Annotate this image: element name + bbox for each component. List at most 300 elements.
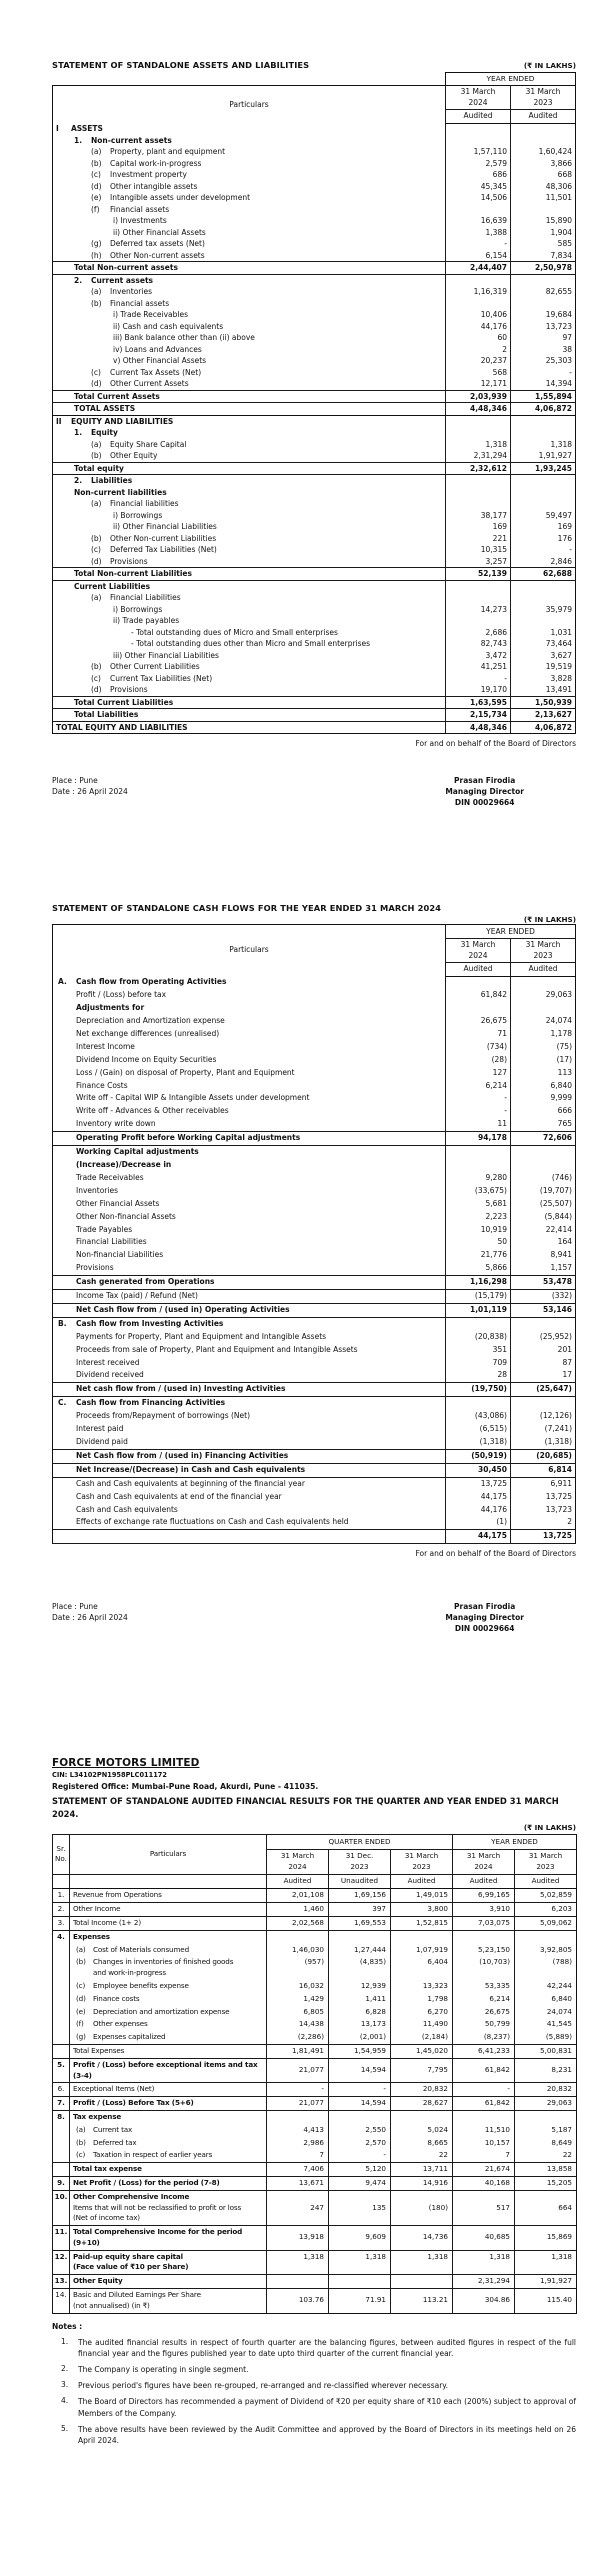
table-row: [53, 1262, 576, 1275]
row-value: 1,69,553: [329, 1916, 391, 1930]
row-value: 14,916: [391, 2176, 453, 2190]
row-value: (5,844): [511, 1211, 576, 1224]
row-value: 6,214: [453, 1993, 515, 2006]
row-particulars: (b) Deferred tax: [70, 2137, 267, 2150]
table-row: [53, 1344, 576, 1357]
row-particulars: Total tax expense: [70, 2163, 267, 2177]
row-particulars: Expenses: [70, 1930, 267, 1943]
table-row: [53, 615, 576, 627]
row-value: [511, 274, 576, 286]
table-row: [53, 367, 576, 379]
row-particulars: Dividend received: [76, 1370, 144, 1380]
row-particulars: Trade Payables: [76, 1224, 133, 1234]
row-particulars: Interest received: [76, 1357, 140, 1367]
table-row: [53, 1423, 576, 1436]
table-row: [53, 1276, 576, 1290]
row-particulars: (c) Employee benefits expense: [70, 1980, 267, 1993]
row-value: [446, 1146, 511, 1159]
row-particulars: TOTAL ASSETS: [53, 403, 446, 416]
row-particulars: Total Non-current Liabilities: [53, 568, 446, 581]
table-row: [53, 1491, 576, 1504]
cash-flow-title: STATEMENT OF STANDALONE CASH FLOWS FOR THE YEAR ENDED 31 MARCH 2024: [52, 903, 442, 913]
row-value: [446, 415, 511, 427]
row-particulars: (a) Property, plant and equipment: [91, 147, 226, 157]
row-sr-no: 14.: [53, 2289, 70, 2314]
row-value: 6,840: [511, 1080, 576, 1093]
table-row: [53, 1118, 576, 1131]
currency-note: (₹ IN LAKHS): [523, 915, 576, 924]
row-value: 351: [446, 1344, 511, 1357]
row-value: 1,318: [511, 439, 576, 451]
table-row: [53, 192, 576, 204]
row-particulars: 1. Equity: [74, 428, 118, 438]
row-value: 7,795: [391, 2058, 453, 2083]
row-value: 21,776: [446, 1249, 511, 1262]
row-value: 40,168: [453, 2176, 515, 2190]
balance-sheet-table: [52, 85, 576, 734]
row-value: [446, 1002, 511, 1015]
row-value: 44,176: [446, 321, 511, 333]
row-particulars: iv) Loans and Advances: [113, 344, 202, 354]
row-value: 1,07,919: [391, 1944, 453, 1957]
row-value: [511, 580, 576, 592]
row-value: 20,832: [515, 2083, 577, 2097]
row-value: 44,175: [446, 1530, 511, 1544]
row-value: -: [511, 544, 576, 556]
table-row: [53, 1993, 577, 2006]
board-line: For and on behalf of the Board of Directors: [415, 739, 576, 749]
row-particulars: (b) Other Current Liabilities: [91, 662, 200, 672]
row-value: 4,48,346: [446, 721, 511, 734]
row-value: (20,838): [446, 1331, 511, 1344]
table-row: [53, 2110, 577, 2123]
row-particulars: (d) Other Current Assets: [91, 379, 189, 389]
row-particulars: - Total outstanding dues of Micro and Small enterprises: [131, 627, 338, 637]
audit-status: Audited: [391, 1874, 453, 1889]
row-value: 1,63,595: [446, 696, 511, 709]
row-value: 9,609: [329, 2226, 391, 2251]
row-sr-no: 4.: [53, 1930, 70, 1943]
row-value: 6,154: [446, 250, 511, 262]
table-row: [53, 1436, 576, 1449]
table-row: [53, 135, 576, 147]
table-row: [53, 2083, 577, 2097]
table-row: [53, 1211, 576, 1224]
row-value: 1,318: [267, 2250, 329, 2275]
row-value: [446, 1159, 511, 1172]
table-row: [53, 1132, 576, 1146]
row-value: 1,904: [511, 227, 576, 239]
row-value: 60: [446, 332, 511, 344]
row-value: 6,203: [515, 1903, 577, 1917]
row-particulars: Tax expense: [70, 2110, 267, 2123]
table-row: [53, 146, 576, 158]
particulars-header: Particulars: [70, 1835, 267, 1875]
row-particulars: ii) Other Financial Assets: [113, 227, 206, 237]
row-value: 6,270: [391, 2006, 453, 2019]
row-value: [267, 1930, 329, 1943]
note-text: The audited financial results in respect of fourth quarter are the balancing figures, between audited figures in respect of the full financial year and the figures published year to date upto third quarter of the current financial year.: [78, 2337, 576, 2358]
row-value: 97: [511, 332, 576, 344]
table-row: [53, 2124, 577, 2137]
table-row: [53, 1159, 576, 1172]
row-value: 2,570: [329, 2137, 391, 2150]
row-value: 13,323: [391, 1980, 453, 1993]
row-value: 1,429: [267, 1993, 329, 2006]
row-value: [446, 427, 511, 439]
row-value: 62,688: [511, 568, 576, 581]
row-value: 169: [446, 521, 511, 533]
row-value: 13,918: [267, 2226, 329, 2251]
row-value: 15,890: [511, 215, 576, 227]
row-value: 26,675: [446, 1015, 511, 1028]
row-value: 73,464: [511, 638, 576, 650]
row-value: 41,251: [446, 661, 511, 673]
table-row: [53, 989, 576, 1002]
note-number: 5.: [61, 2423, 69, 2433]
row-value: 1,52,815: [391, 1916, 453, 1930]
row-value: [511, 475, 576, 487]
row-value: 2,223: [446, 1211, 511, 1224]
row-sr-no: 2.: [53, 1903, 70, 1917]
row-value: 5,23,150: [453, 1944, 515, 1957]
cash-flow-section: [52, 903, 576, 1635]
row-value: 13,491: [511, 684, 576, 696]
row-particulars: Total Current Liabilities: [53, 696, 446, 709]
row-particulars: Total Expenses: [70, 2044, 267, 2058]
row-particulars: (d) Finance costs: [70, 1993, 267, 2006]
row-value: 13,723: [511, 321, 576, 333]
row-value: [511, 487, 576, 499]
row-value: [446, 615, 511, 627]
row-value: [511, 1002, 576, 1015]
table-row: [53, 2190, 577, 2225]
company-name: FORCE MOTORS LIMITED: [52, 1757, 200, 1769]
row-value: 169: [511, 521, 576, 533]
row-value: 3,472: [446, 650, 511, 662]
row-particulars: Profit / (Loss) before tax: [76, 990, 167, 1000]
note-number: 4.: [61, 2396, 69, 2406]
row-value: [511, 498, 576, 510]
table-row: [53, 1002, 576, 1015]
row-value: [511, 592, 576, 604]
table-row: [53, 1916, 577, 1930]
row-value: 21,674: [453, 2163, 515, 2177]
row-value: 61,842: [446, 989, 511, 1002]
row-particulars: Other Comprehensive Income Items that will not be reclassified to profit or loss (Net of income tax): [70, 2190, 267, 2225]
row-particulars: ii) Trade payables: [113, 616, 180, 626]
notes-heading: Notes :: [52, 2321, 83, 2331]
row-value: (2,184): [391, 2031, 453, 2044]
row-sr-no: [53, 1980, 70, 1993]
table-row: [53, 650, 576, 662]
row-value: (1): [446, 1516, 511, 1529]
row-particulars: (c) Deferred Tax Liabilities (Net): [91, 545, 217, 555]
row-particulars: i) Borrowings: [113, 604, 163, 614]
row-value: 135: [329, 2190, 391, 2225]
row-value: 517: [453, 2190, 515, 2225]
notes-block: [52, 2322, 576, 2447]
row-value: 4,48,346: [446, 403, 511, 416]
row-particulars: Basic and Diluted Earnings Per Share (not annualised) (in ₹): [70, 2289, 267, 2314]
registered-office: Registered Office: Mumbai-Pune Road, Akurdi, Pune - 411035.: [52, 1782, 319, 1791]
row-particulars: (a) Equity Share Capital: [91, 439, 187, 449]
table-row: [53, 1041, 576, 1054]
row-particulars: i) Borrowings: [113, 510, 163, 520]
date-line: Date : 26 April 2024: [52, 787, 128, 797]
row-value: (15,179): [446, 1290, 511, 1304]
row-value: 35,979: [511, 604, 576, 616]
row-value: [446, 580, 511, 592]
row-particulars: II EQUITY AND LIABILITIES: [56, 416, 174, 426]
row-value: 304.86: [453, 2289, 515, 2314]
row-particulars: - Total outstanding dues other than Micro and Small enterprises: [131, 639, 371, 649]
row-particulars: i) Trade Receivables: [113, 310, 189, 320]
table-row: [53, 1185, 576, 1198]
table-row: [53, 158, 576, 170]
table-row: [53, 1449, 576, 1463]
row-sr-no: 8.: [53, 2110, 70, 2123]
table-row: [53, 638, 576, 650]
table-row: [53, 1504, 576, 1517]
row-value: 6,41,233: [453, 2044, 515, 2058]
table-row: [53, 1172, 576, 1185]
row-particulars: (g) Expenses capitalized: [70, 2031, 267, 2044]
row-value: 1,01,119: [446, 1303, 511, 1317]
row-particulars: (b) Capital work-in-progress: [91, 158, 202, 168]
row-sr-no: [53, 2163, 70, 2177]
row-value: 585: [511, 238, 576, 250]
row-value: 28: [446, 1369, 511, 1382]
row-value: 1,318: [391, 2250, 453, 2275]
row-particulars: Write off - Capital WIP & Intangible Assets under development: [76, 1093, 310, 1103]
row-value: 3,866: [511, 158, 576, 170]
note-text: The above results have been reviewed by the Audit Committee and approved by the Board of Directors in its meetings held on 26 April 2024.: [78, 2424, 576, 2446]
row-sr-no: 6.: [53, 2083, 70, 2097]
row-value: 11,510: [453, 2124, 515, 2137]
signatory-role: Managing Director: [445, 1613, 524, 1623]
row-value: (5,889): [515, 2031, 577, 2044]
column-header: 31 March 2023: [511, 86, 576, 110]
row-particulars: (b) Other Equity: [91, 451, 158, 461]
row-value: -: [446, 238, 511, 250]
row-particulars: (a) Current tax: [70, 2124, 267, 2137]
row-value: 7: [267, 2149, 329, 2162]
particulars-header: Particulars: [229, 99, 269, 109]
row-particulars: (b) Changes in inventories of finished goods and work-in-progress: [70, 1956, 267, 1980]
row-particulars: Other Financial Assets: [76, 1198, 160, 1208]
table-row: [53, 1477, 576, 1490]
table-row: [53, 250, 576, 262]
row-value: (8,237): [453, 2031, 515, 2044]
particulars-header: Particulars: [229, 945, 269, 955]
column-header: 31 March 2024: [446, 939, 511, 963]
row-sr-no: 12.: [53, 2250, 70, 2275]
row-value: 14,273: [446, 604, 511, 616]
table-row: [53, 1383, 576, 1397]
row-value: (7,241): [511, 1423, 576, 1436]
row-value: 71: [446, 1028, 511, 1041]
table-row: [53, 721, 576, 734]
row-sr-no: [53, 2018, 70, 2031]
column-header: 31 March 2023: [511, 939, 576, 963]
table-row: [53, 321, 576, 333]
row-particulars: (d) Other intangible assets: [91, 181, 198, 191]
row-sr-no: [53, 1944, 70, 1957]
row-value: 29,063: [515, 2097, 577, 2111]
year-ended-header: YEAR ENDED: [445, 72, 576, 85]
row-particulars: i) Investments: [113, 216, 167, 226]
row-value: [329, 2110, 391, 2123]
row-particulars: Dividend paid: [76, 1437, 128, 1446]
row-value: 10,157: [453, 2137, 515, 2150]
row-sr-no: 1.: [53, 1889, 70, 1903]
row-particulars: Profit / (Loss) before exceptional items and tax (3-4): [70, 2058, 267, 2083]
audit-status: Audited: [511, 963, 576, 977]
row-particulars: Other Equity: [70, 2275, 267, 2289]
row-particulars: (c) Current Tax Assets (Net): [91, 367, 202, 377]
row-sr-no: [53, 2044, 70, 2058]
row-value: (17): [511, 1054, 576, 1067]
row-sr-no: [53, 2031, 70, 2044]
table-row: [53, 286, 576, 298]
row-value: 1,27,444: [329, 1944, 391, 1957]
row-particulars: Cash and Cash equivalents at end of the financial year: [76, 1491, 282, 1501]
row-value: [511, 1159, 576, 1172]
row-value: 13,671: [267, 2176, 329, 2190]
table-row: [53, 1236, 576, 1249]
note-number: 2.: [61, 2364, 69, 2374]
row-value: 1,81,491: [267, 2044, 329, 2058]
row-value: (180): [391, 2190, 453, 2225]
row-value: [453, 1930, 515, 1943]
row-value: (788): [515, 1956, 577, 1980]
table-row: [53, 533, 576, 545]
row-value: 113.21: [391, 2289, 453, 2314]
row-value: 3,800: [391, 1903, 453, 1917]
row-particulars: ii) Cash and cash equivalents: [113, 321, 224, 331]
row-particulars: Proceeds from/Repayment of borrowings (Net): [76, 1411, 251, 1421]
table-row: [53, 298, 576, 310]
row-value: (25,952): [511, 1331, 576, 1344]
row-particulars: Finance Costs: [76, 1080, 128, 1090]
table-row: [53, 2250, 577, 2275]
table-row: [53, 1357, 576, 1370]
row-value: -: [329, 2083, 391, 2097]
table-row: [53, 580, 576, 592]
audit-status: Audited: [446, 963, 511, 977]
row-value: [511, 427, 576, 439]
row-value: -: [453, 2083, 515, 2097]
table-row: [53, 2289, 577, 2314]
table-row: [53, 169, 576, 181]
row-value: 1,93,245: [511, 462, 576, 475]
row-value: 94,178: [446, 1132, 511, 1146]
row-value: [329, 1930, 391, 1943]
row-value: 6,805: [267, 2006, 329, 2019]
row-value: 48,306: [511, 181, 576, 193]
row-value: [446, 123, 511, 135]
row-value: 1,798: [391, 1993, 453, 2006]
row-value: 21,077: [267, 2058, 329, 2083]
row-value: 16,639: [446, 215, 511, 227]
currency-note: (₹ IN LAKHS): [523, 61, 576, 70]
row-value: 1,60,424: [511, 146, 576, 158]
row-value: 127: [446, 1067, 511, 1080]
row-value: 87: [511, 1357, 576, 1370]
board-line: For and on behalf of the Board of Directors: [415, 1549, 576, 1559]
row-particulars: (b) Other Non-current Liabilities: [91, 533, 217, 543]
row-value: (25,647): [511, 1383, 576, 1397]
table-row: [53, 238, 576, 250]
row-value: 247: [267, 2190, 329, 2225]
table-row: [53, 344, 576, 356]
row-value: -: [446, 1105, 511, 1118]
row-value: 3,257: [446, 556, 511, 568]
row-value: 24,074: [515, 2006, 577, 2019]
row-value: 40,685: [453, 2226, 515, 2251]
row-value: 12,939: [329, 1980, 391, 1993]
row-value: 1,46,030: [267, 1944, 329, 1957]
row-value: 11,501: [511, 192, 576, 204]
row-value: [329, 2275, 391, 2289]
note-item: [52, 2364, 576, 2375]
row-value: [511, 1146, 576, 1159]
row-particulars: Interest paid: [76, 1424, 124, 1434]
signatory-role: Managing Director: [445, 787, 524, 797]
row-value: 6,911: [511, 1477, 576, 1490]
row-particulars: Write off - Advances & Other receivables: [76, 1106, 229, 1116]
place-date-block: [52, 776, 128, 808]
row-value: 2,31,294: [446, 450, 511, 462]
row-particulars: iii) Other Financial Liabilities: [113, 650, 219, 660]
table-row: [53, 2163, 577, 2177]
row-value: 1,388: [446, 227, 511, 239]
row-particulars: (c) Investment property: [91, 170, 187, 180]
row-value: [267, 2110, 329, 2123]
row-value: (2,286): [267, 2031, 329, 2044]
table-row: [53, 378, 576, 390]
row-value: 2,15,734: [446, 709, 511, 722]
note-text: Previous period's figures have been re-grouped, re-arranged and re-classified wherever necessary.: [78, 2381, 449, 2391]
row-value: 59,497: [511, 510, 576, 522]
row-particulars: (h) Other Non-current assets: [91, 250, 205, 260]
row-particulars: iii) Bank balance other than (ii) above: [113, 333, 255, 343]
row-value: 2,02,568: [267, 1916, 329, 1930]
row-particulars: Interest Income: [76, 1041, 135, 1051]
row-value: 1,91,927: [511, 450, 576, 462]
row-particulars: Cash generated from Operations: [53, 1276, 446, 1290]
row-value: (50,919): [446, 1449, 511, 1463]
row-value: 15,869: [515, 2226, 577, 2251]
row-value: 26,675: [453, 2006, 515, 2019]
table-row: [53, 684, 576, 696]
row-sr-no: [53, 1993, 70, 2006]
row-value: 10,919: [446, 1224, 511, 1237]
row-particulars: Total Current Assets: [53, 390, 446, 403]
row-value: 13,725: [511, 1491, 576, 1504]
row-particulars: (a) Cost of Materials consumed: [70, 1944, 267, 1957]
row-value: 2,03,939: [446, 390, 511, 403]
audit-status: Unaudited: [329, 1874, 391, 1889]
row-value: [511, 123, 576, 135]
row-value: 14,394: [511, 378, 576, 390]
balance-sheet-title: STATEMENT OF STANDALONE ASSETS AND LIABILITIES: [52, 60, 310, 70]
table-row: [53, 568, 576, 581]
row-value: 1,178: [511, 1028, 576, 1041]
quarter-ended-header: QUARTER ENDED: [267, 1835, 453, 1850]
row-particulars: (g) Deferred tax assets (Net): [91, 239, 205, 249]
